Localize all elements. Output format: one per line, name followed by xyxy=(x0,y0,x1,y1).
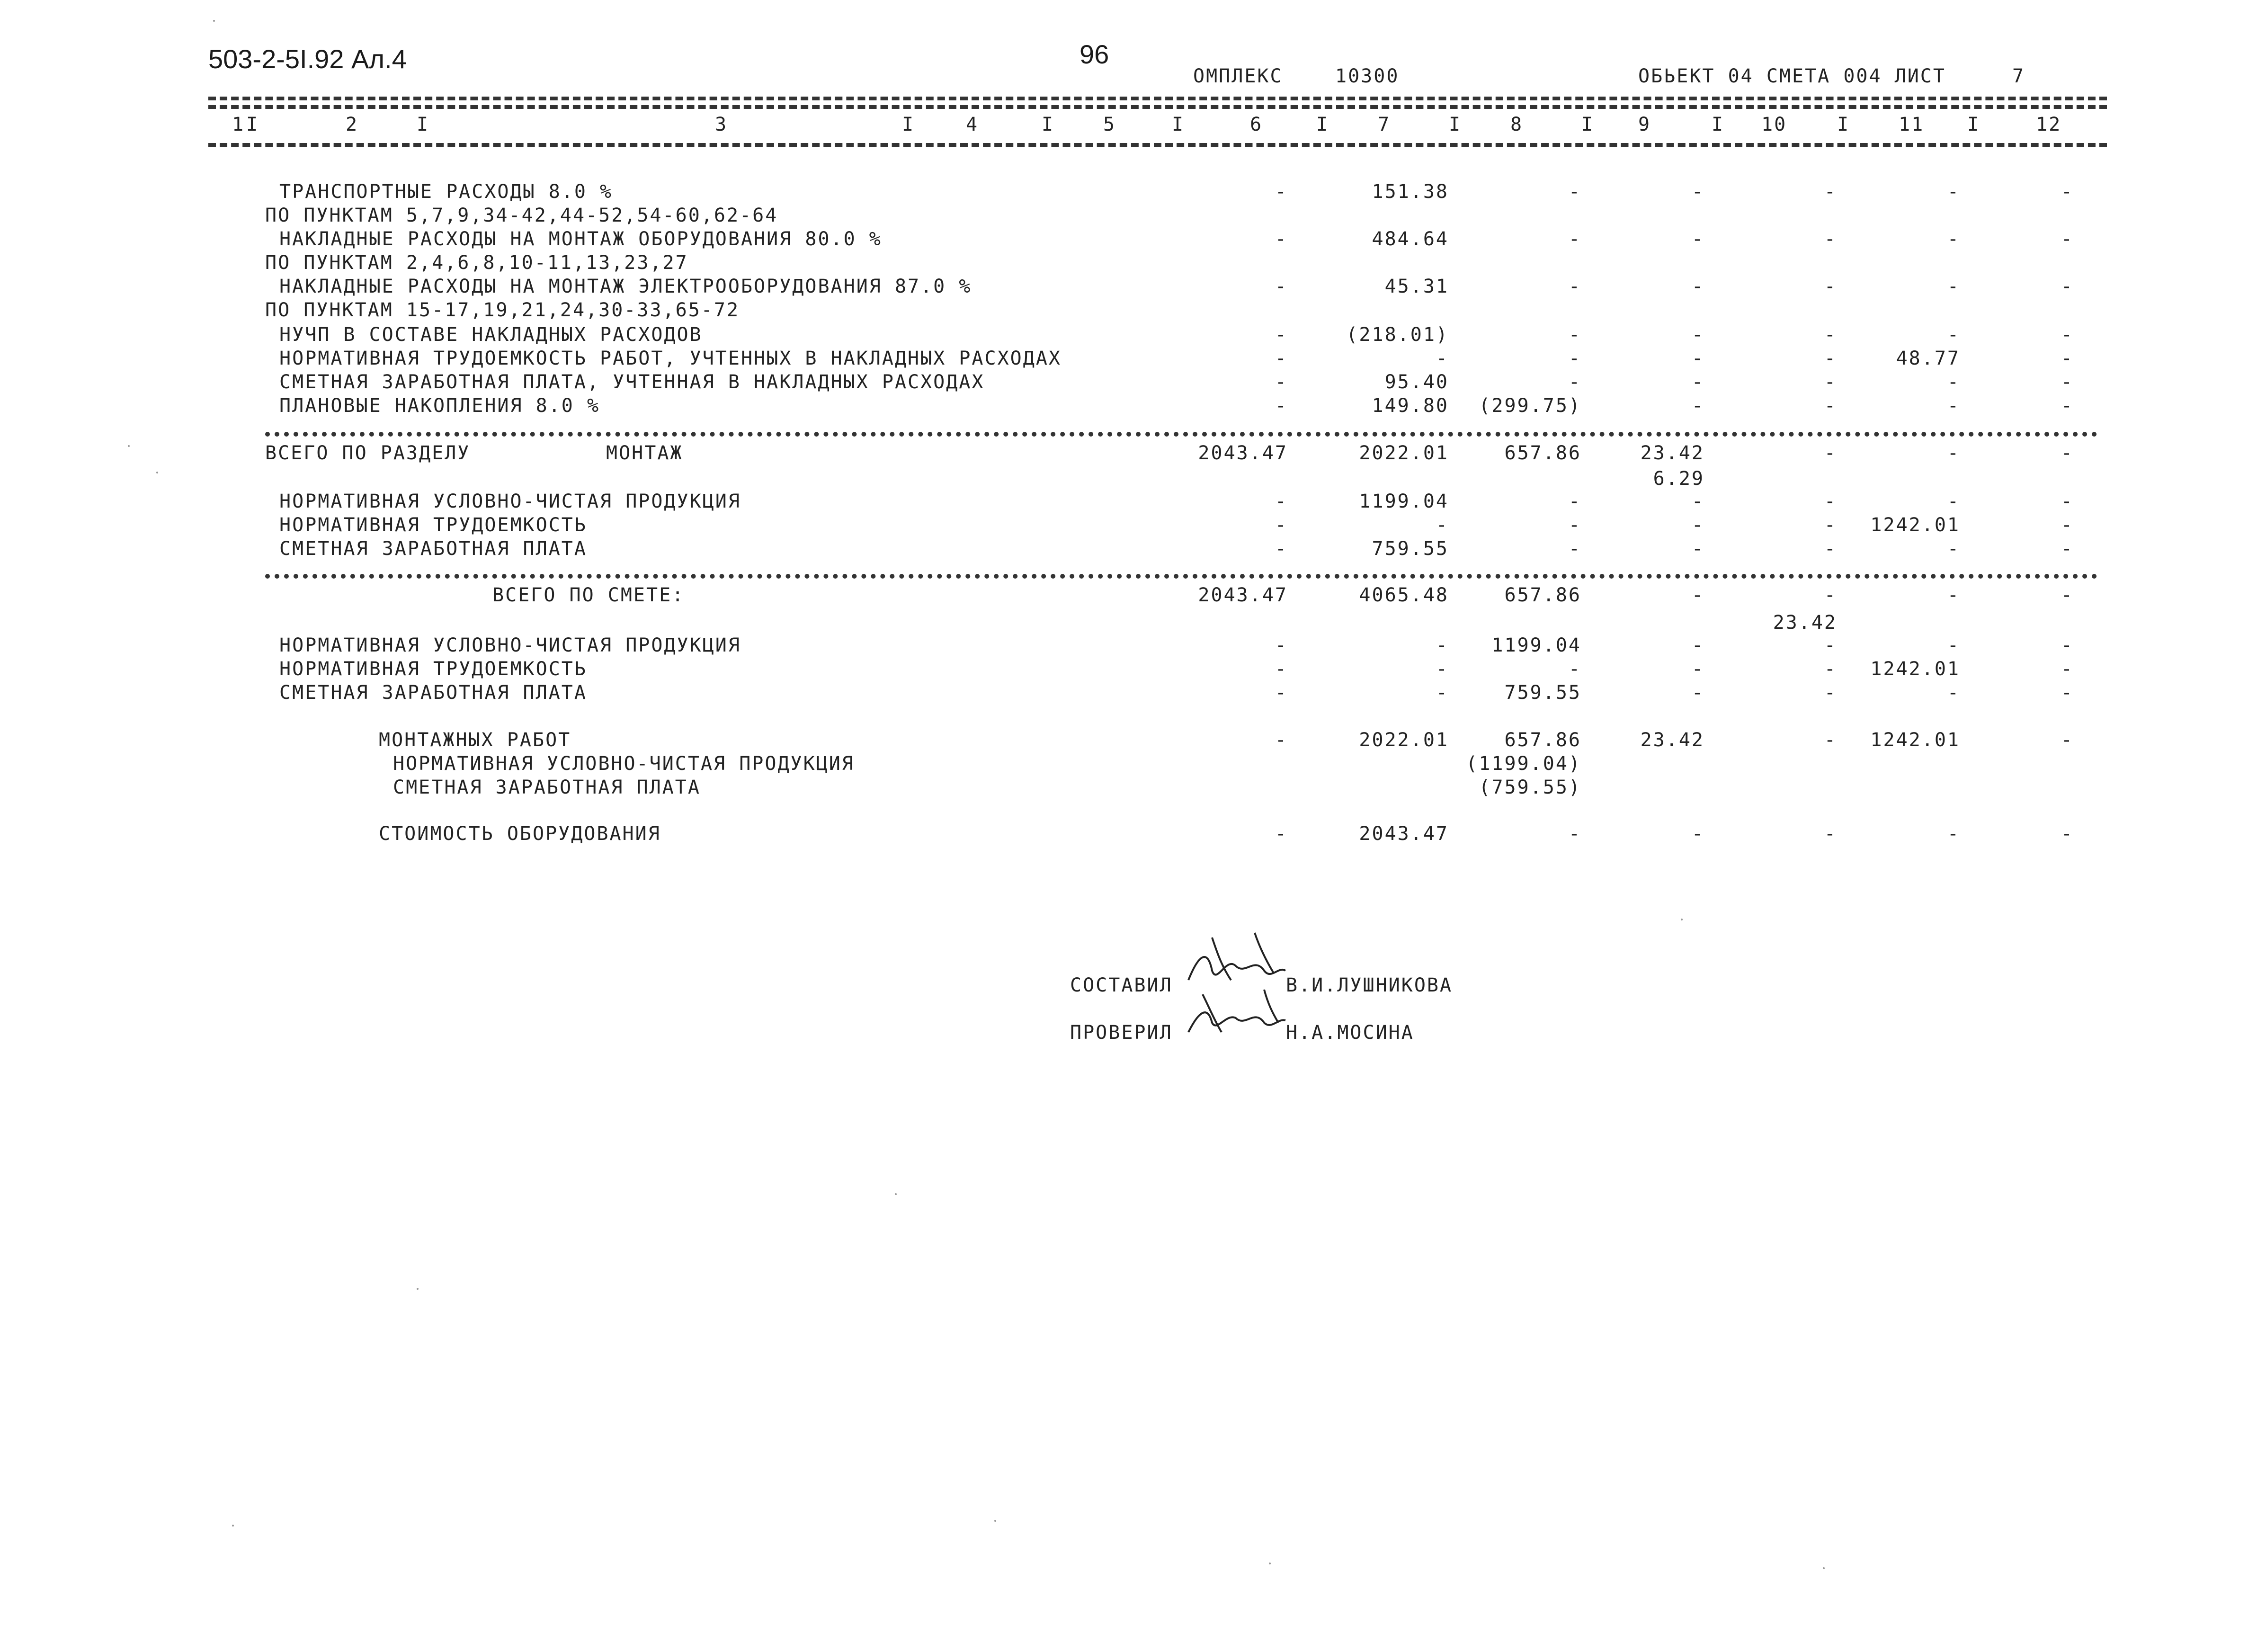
section-c12: - xyxy=(2061,442,2074,464)
row-8-c12: - xyxy=(2061,371,2074,393)
column-number-11: 11 xyxy=(1899,114,1925,135)
row-9-c10: - xyxy=(1824,395,1837,417)
row-0-c8: - xyxy=(1568,181,1581,203)
column-number-3: 3 xyxy=(715,114,728,135)
section-c9b: 6.29 xyxy=(1653,468,1704,490)
section-sub-2-c11: - xyxy=(1947,538,1960,560)
row-6-c7: (218.01) xyxy=(1346,324,1449,346)
section-sub-1-c8: - xyxy=(1568,514,1581,536)
total-c8: 657.86 xyxy=(1504,584,1581,606)
total-sub-2-c9: - xyxy=(1691,682,1704,704)
row-4-c6: - xyxy=(1275,276,1288,297)
scan-speck xyxy=(128,445,130,447)
total-sub-1-c12: - xyxy=(2061,658,2074,680)
section-sub-2-c7: 759.55 xyxy=(1372,538,1449,560)
column-separator: I xyxy=(1712,114,1725,135)
mounting-c12: - xyxy=(2061,729,2074,751)
column-separator: I xyxy=(1581,114,1595,135)
row-2-c9: - xyxy=(1691,228,1704,250)
total-c10: - xyxy=(1824,584,1837,606)
row-6-c10: - xyxy=(1824,324,1837,346)
row-9-c12: - xyxy=(2061,395,2074,417)
page-number: 96 xyxy=(1079,39,1109,69)
row-9-c11: - xyxy=(1947,395,1960,417)
row-4-c11: - xyxy=(1947,276,1960,297)
scan-speck xyxy=(1269,1563,1271,1564)
mounting-c6: - xyxy=(1275,729,1288,751)
row-2-c12: - xyxy=(2061,228,2074,250)
row-8-c11: - xyxy=(1947,371,1960,393)
scan-speck xyxy=(1823,1567,1825,1569)
section-title: ВСЕГО ПО РАЗДЕЛУ xyxy=(265,442,471,464)
total-sub-2-c8: 759.55 xyxy=(1504,682,1581,704)
row-8-c7: 95.40 xyxy=(1384,371,1449,393)
equipment-c12: - xyxy=(2061,823,2074,845)
mounting-c10: - xyxy=(1824,729,1837,751)
section-separator xyxy=(265,432,2097,437)
column-separator: I xyxy=(246,114,259,135)
total-sub-2-c6: - xyxy=(1275,682,1288,704)
row-0-c7: 151.38 xyxy=(1372,181,1449,203)
compiled-name: В.И.ЛУШНИКОВА xyxy=(1286,974,1453,996)
section-sub-0-c10: - xyxy=(1824,491,1837,512)
checked-name: Н.А.МОСИНА xyxy=(1286,1022,1414,1044)
header-rule-bottom xyxy=(208,143,2107,147)
mounting-c9: 23.42 xyxy=(1640,729,1704,751)
row-2-c11: - xyxy=(1947,228,1960,250)
mounting-c8: 657.86 xyxy=(1504,729,1581,751)
mounting-c11: 1242.01 xyxy=(1870,729,1960,751)
total-c9: - xyxy=(1691,584,1704,606)
complex-value: 10300 xyxy=(1335,65,1400,87)
checked-label: ПРОВЕРИЛ xyxy=(1070,1022,1173,1044)
row-text: СМЕТНАЯ ЗАРАБОТНАЯ ПЛАТА, УЧТЕННАЯ В НАКЛАДНЫХ РАСХОДАХ xyxy=(279,371,985,393)
column-separator: I xyxy=(1042,114,1055,135)
scan-speck xyxy=(232,1525,234,1527)
total-title: ВСЕГО ПО СМЕТЕ: xyxy=(492,584,685,606)
row-0-c12: - xyxy=(2061,181,2074,203)
column-number-7: 7 xyxy=(1378,114,1391,135)
column-separator: I xyxy=(1316,114,1329,135)
section-sub-1-c6: - xyxy=(1275,514,1288,536)
section-sub-0-c11: - xyxy=(1947,491,1960,512)
row-4-c8: - xyxy=(1568,276,1581,297)
total-sub-text: НОРМАТИВНАЯ УСЛОВНО-ЧИСТАЯ ПРОДУКЦИЯ xyxy=(279,634,741,656)
section-name: МОНТАЖ xyxy=(606,442,683,464)
section-sub-2-c9: - xyxy=(1691,538,1704,560)
scan-speck xyxy=(213,20,215,22)
section-sub-2-c8: - xyxy=(1568,538,1581,560)
row-text: ТРАНСПОРТНЫЕ РАСХОДЫ 8.0 % xyxy=(279,181,613,203)
total-sub-2-c7: - xyxy=(1436,682,1449,704)
section-sub-0-c7: 1199.04 xyxy=(1359,491,1449,512)
row-7-c7: - xyxy=(1436,348,1449,369)
total-sub-0-c6: - xyxy=(1275,634,1288,656)
equipment-c9: - xyxy=(1691,823,1704,845)
column-separator: I xyxy=(1837,114,1850,135)
mounting-line2-c8: (1199.04) xyxy=(1466,753,1581,775)
row-4-c9: - xyxy=(1691,276,1704,297)
signature-compiled xyxy=(1184,928,1297,990)
total-sub-1-c7: - xyxy=(1436,658,1449,680)
row-4-c10: - xyxy=(1824,276,1837,297)
column-number-5: 5 xyxy=(1103,114,1116,135)
section-sub-0-c6: - xyxy=(1275,491,1288,512)
mounting-line3-c8: (759.55) xyxy=(1479,777,1581,798)
scan-speck xyxy=(156,472,158,473)
section-sub-2-c12: - xyxy=(2061,538,2074,560)
section-sub-0-c12: - xyxy=(2061,491,2074,512)
row-7-c6: - xyxy=(1275,348,1288,369)
section-c8: 657.86 xyxy=(1504,442,1581,464)
total-sub-0-c7: - xyxy=(1436,634,1449,656)
column-number-4: 4 xyxy=(966,114,979,135)
row-text: НОРМАТИВНАЯ ТРУДОЕМКОСТЬ РАБОТ, УЧТЕННЫХ В НАКЛАДНЫХ РАСХОДАХ xyxy=(279,348,1062,369)
row-8-c9: - xyxy=(1691,371,1704,393)
equipment-c10: - xyxy=(1824,823,1837,845)
section-sub-2-c10: - xyxy=(1824,538,1837,560)
section-sub-1-c11: 1242.01 xyxy=(1870,514,1960,536)
total-c7: 4065.48 xyxy=(1359,584,1449,606)
section-c6: 2043.47 xyxy=(1198,442,1288,464)
section-c7: 2022.01 xyxy=(1359,442,1449,464)
row-7-c10: - xyxy=(1824,348,1837,369)
total-c10b: 23.42 xyxy=(1773,612,1837,634)
row-6-c12: - xyxy=(2061,324,2074,346)
section-c11: - xyxy=(1947,442,1960,464)
column-number-6: 6 xyxy=(1250,114,1263,135)
column-number-8: 8 xyxy=(1510,114,1524,135)
row-0-c9: - xyxy=(1691,181,1704,203)
total-c6: 2043.47 xyxy=(1198,584,1288,606)
row-text: НАКЛАДНЫЕ РАСХОДЫ НА МОНТАЖ ЭЛЕКТРООБОРУДОВАНИЯ 87.0 % xyxy=(279,276,972,297)
total-c12: - xyxy=(2061,584,2074,606)
total-sub-1-c11: 1242.01 xyxy=(1870,658,1960,680)
row-9-c6: - xyxy=(1275,395,1288,417)
column-separator: I xyxy=(417,114,430,135)
row-text: НАКЛАДНЫЕ РАСХОДЫ НА МОНТАЖ ОБОРУДОВАНИЯ 80.0 % xyxy=(279,228,882,250)
row-4-c7: 45.31 xyxy=(1384,276,1449,297)
row-9-c8: (299.75) xyxy=(1479,395,1581,417)
row-0-c10: - xyxy=(1824,181,1837,203)
section-sub-0-c8: - xyxy=(1568,491,1581,512)
row-2-c8: - xyxy=(1568,228,1581,250)
total-sub-1-c10: - xyxy=(1824,658,1837,680)
row-text: НУЧП В СОСТАВЕ НАКЛАДНЫХ РАСХОДОВ xyxy=(279,324,703,346)
column-number-10: 10 xyxy=(1761,114,1787,135)
section-sub-1-c9: - xyxy=(1691,514,1704,536)
column-number-12: 12 xyxy=(2036,114,2062,135)
column-separator: I xyxy=(1172,114,1185,135)
equipment-c11: - xyxy=(1947,823,1960,845)
column-separator: I xyxy=(1967,114,1981,135)
section-sub-text: СМЕТНАЯ ЗАРАБОТНАЯ ПЛАТА xyxy=(279,538,587,560)
total-c11: - xyxy=(1947,584,1960,606)
total-sub-text: НОРМАТИВНАЯ ТРУДОЕМКОСТЬ xyxy=(279,658,587,680)
equipment-c7: 2043.47 xyxy=(1359,823,1449,845)
total-sub-1-c9: - xyxy=(1691,658,1704,680)
column-number-1: 1 xyxy=(232,114,245,135)
section-sub-text: НОРМАТИВНАЯ ТРУДОЕМКОСТЬ xyxy=(279,514,587,536)
row-2-c10: - xyxy=(1824,228,1837,250)
signature-checked xyxy=(1184,985,1297,1037)
complex-label: ОМПЛЕКС xyxy=(1193,65,1283,87)
equipment-c8: - xyxy=(1568,823,1581,845)
mounting-c7: 2022.01 xyxy=(1359,729,1449,751)
total-sub-1-c8: - xyxy=(1568,658,1581,680)
equipment-c6: - xyxy=(1275,823,1288,845)
row-2-c6: - xyxy=(1275,228,1288,250)
section-sub-text: НОРМАТИВНАЯ УСЛОВНО-ЧИСТАЯ ПРОДУКЦИЯ xyxy=(279,491,741,512)
row-text: ПО ПУНКТАМ 2,4,6,8,10-11,13,23,27 xyxy=(265,252,688,274)
total-sub-2-c10: - xyxy=(1824,682,1837,704)
row-0-c11: - xyxy=(1947,181,1960,203)
row-text: ПО ПУНКТАМ 15-17,19,21,24,30-33,65-72 xyxy=(265,299,740,321)
sheet-number: 7 xyxy=(2012,65,2025,87)
section-sub-1-c12: - xyxy=(2061,514,2074,536)
total-sub-0-c8: 1199.04 xyxy=(1491,634,1581,656)
row-9-c7: 149.80 xyxy=(1372,395,1449,417)
row-8-c10: - xyxy=(1824,371,1837,393)
total-sub-1-c6: - xyxy=(1275,658,1288,680)
row-7-c8: - xyxy=(1568,348,1581,369)
scan-speck xyxy=(1681,919,1683,920)
column-separator: I xyxy=(902,114,915,135)
row-7-c11: 48.77 xyxy=(1896,348,1960,369)
row-8-c8: - xyxy=(1568,371,1581,393)
row-7-c9: - xyxy=(1691,348,1704,369)
row-6-c11: - xyxy=(1947,324,1960,346)
scan-speck xyxy=(895,1193,897,1195)
column-separator: I xyxy=(1449,114,1462,135)
equipment-title: СТОИМОСТЬ ОБОРУДОВАНИЯ xyxy=(379,823,661,845)
section-sub-0-c9: - xyxy=(1691,491,1704,512)
row-7-c12: - xyxy=(2061,348,2074,369)
row-text: ПЛАНОВЫЕ НАКОПЛЕНИЯ 8.0 % xyxy=(279,395,600,417)
row-6-c8: - xyxy=(1568,324,1581,346)
doc-code: 503-2-5I.92 Ал.4 xyxy=(208,44,407,74)
compiled-label: СОСТАВИЛ xyxy=(1070,974,1173,996)
row-0-c6: - xyxy=(1275,181,1288,203)
scan-speck xyxy=(417,1288,419,1290)
total-sub-2-c12: - xyxy=(2061,682,2074,704)
section-sub-1-c7: - xyxy=(1436,514,1449,536)
row-8-c6: - xyxy=(1275,371,1288,393)
total-sub-0-c12: - xyxy=(2061,634,2074,656)
row-9-c9: - xyxy=(1691,395,1704,417)
total-sub-text: СМЕТНАЯ ЗАРАБОТНАЯ ПЛАТА xyxy=(279,682,587,704)
header-rule-top-2 xyxy=(208,105,2107,109)
section-c9: 23.42 xyxy=(1640,442,1704,464)
total-sub-0-c11: - xyxy=(1947,634,1960,656)
row-6-c6: - xyxy=(1275,324,1288,346)
object-label: ОБЬЕКТ 04 СМЕТА 004 ЛИСТ xyxy=(1638,65,1946,87)
section-sub-1-c10: - xyxy=(1824,514,1837,536)
header-rule-top xyxy=(208,97,2107,100)
total-sub-2-c11: - xyxy=(1947,682,1960,704)
row-6-c9: - xyxy=(1691,324,1704,346)
section-sub-2-c6: - xyxy=(1275,538,1288,560)
total-sub-0-c10: - xyxy=(1824,634,1837,656)
column-number-9: 9 xyxy=(1638,114,1651,135)
mounting-line2: НОРМАТИВНАЯ УСЛОВНО-ЧИСТАЯ ПРОДУКЦИЯ xyxy=(393,753,855,775)
total-sub-0-c9: - xyxy=(1691,634,1704,656)
column-number-2: 2 xyxy=(346,114,359,135)
row-2-c7: 484.64 xyxy=(1372,228,1449,250)
section-c10: - xyxy=(1824,442,1837,464)
total-separator xyxy=(265,574,2097,579)
mounting-title: МОНТАЖНЫХ РАБОТ xyxy=(379,729,571,751)
scan-speck xyxy=(994,1520,996,1522)
row-4-c12: - xyxy=(2061,276,2074,297)
mounting-line3: СМЕТНАЯ ЗАРАБОТНАЯ ПЛАТА xyxy=(393,777,701,798)
row-text: ПО ПУНКТАМ 5,7,9,34-42,44-52,54-60,62-64 xyxy=(265,205,778,226)
